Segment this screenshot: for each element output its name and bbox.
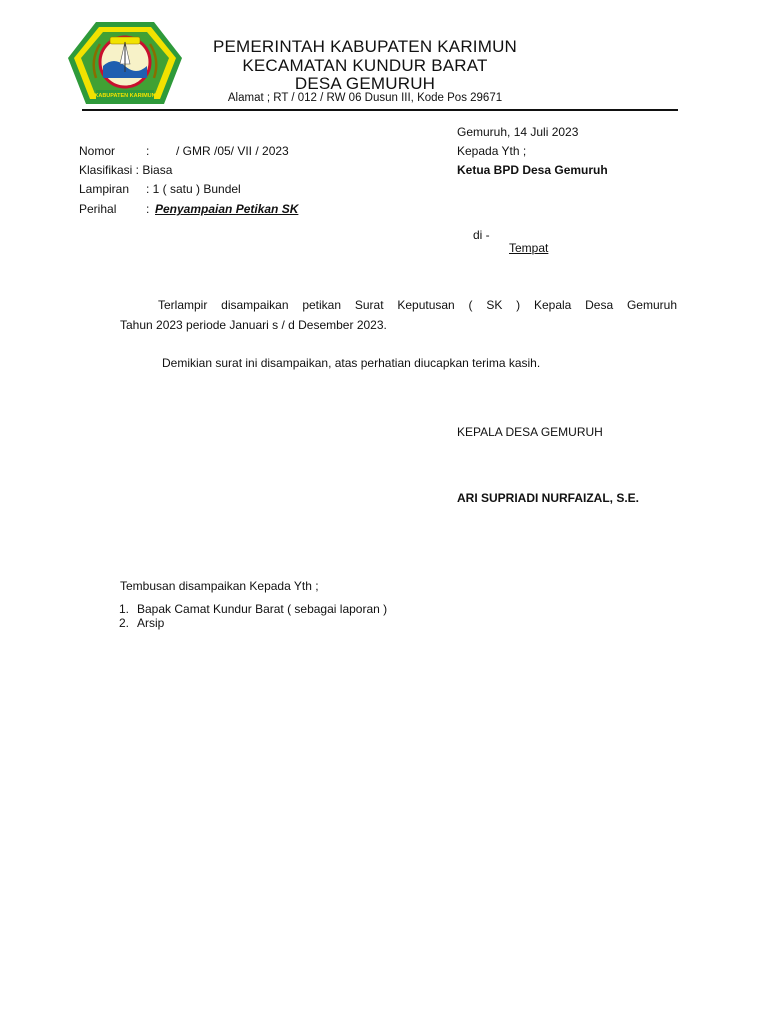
body-paragraph-2: Demikian surat ini disampaikan, atas perhatian diucapkan terima kasih. xyxy=(162,356,541,370)
village-title: DESA GEMURUH xyxy=(294,74,436,93)
perihal-label: Perihal xyxy=(79,202,117,216)
nomor-value: / GMR /05/ VII / 2023 xyxy=(176,144,289,158)
tempat-line: Tempat xyxy=(509,241,549,255)
body-paragraph-1-first-line: Terlampir disampaikan petikan Surat Keputusan ( SK ) Kepala Desa Gemuruh xyxy=(158,298,677,312)
letter-date: Gemuruh, 14 Juli 2023 xyxy=(457,125,579,139)
district-title: KECAMATAN KUNDUR BARAT xyxy=(242,56,488,75)
perihal-separator: : xyxy=(146,202,150,216)
kepada-line: Kepada Yth ; xyxy=(457,144,527,158)
cc-item-number: 2. xyxy=(119,616,130,630)
address-line: Alamat ; RT / 012 / RW 06 Dusun III, Kode Pos 29671 xyxy=(227,92,503,104)
government-title: PEMERINTAH KABUPATEN KARIMUN xyxy=(212,37,518,56)
cc-item-text: Bapak Camat Kundur Barat ( sebagai laporan ) xyxy=(137,602,388,616)
nomor-label: Nomor xyxy=(79,144,116,158)
di-line: di - xyxy=(473,228,490,242)
lampiran-label: Lampiran xyxy=(79,182,130,196)
kabupaten-karimun-emblem xyxy=(66,20,184,106)
letterhead-divider xyxy=(82,109,678,111)
klasifikasi-line: Klasifikasi : Biasa xyxy=(79,163,173,177)
recipient-name: Ketua BPD Desa Gemuruh xyxy=(457,163,608,177)
perihal-value: Penyampaian Petikan SK xyxy=(155,202,299,216)
cc-heading: Tembusan disampaikan Kepada Yth ; xyxy=(120,579,319,593)
nomor-separator: : xyxy=(146,144,150,158)
lampiran-value: : 1 ( satu ) Bundel xyxy=(146,182,241,196)
signature-name: ARI SUPRIADI NURFAIZAL, S.E. xyxy=(457,491,640,505)
body-paragraph-1-second-line: Tahun 2023 periode Januari s / d Desember 2023. xyxy=(120,318,387,332)
emblem-caption: KABUPATEN KARIMUN xyxy=(94,93,156,99)
cc-item-number: 1. xyxy=(119,602,130,616)
signature-title: KEPALA DESA GEMURUH xyxy=(457,425,603,439)
cc-item-text: Arsip xyxy=(137,616,165,630)
